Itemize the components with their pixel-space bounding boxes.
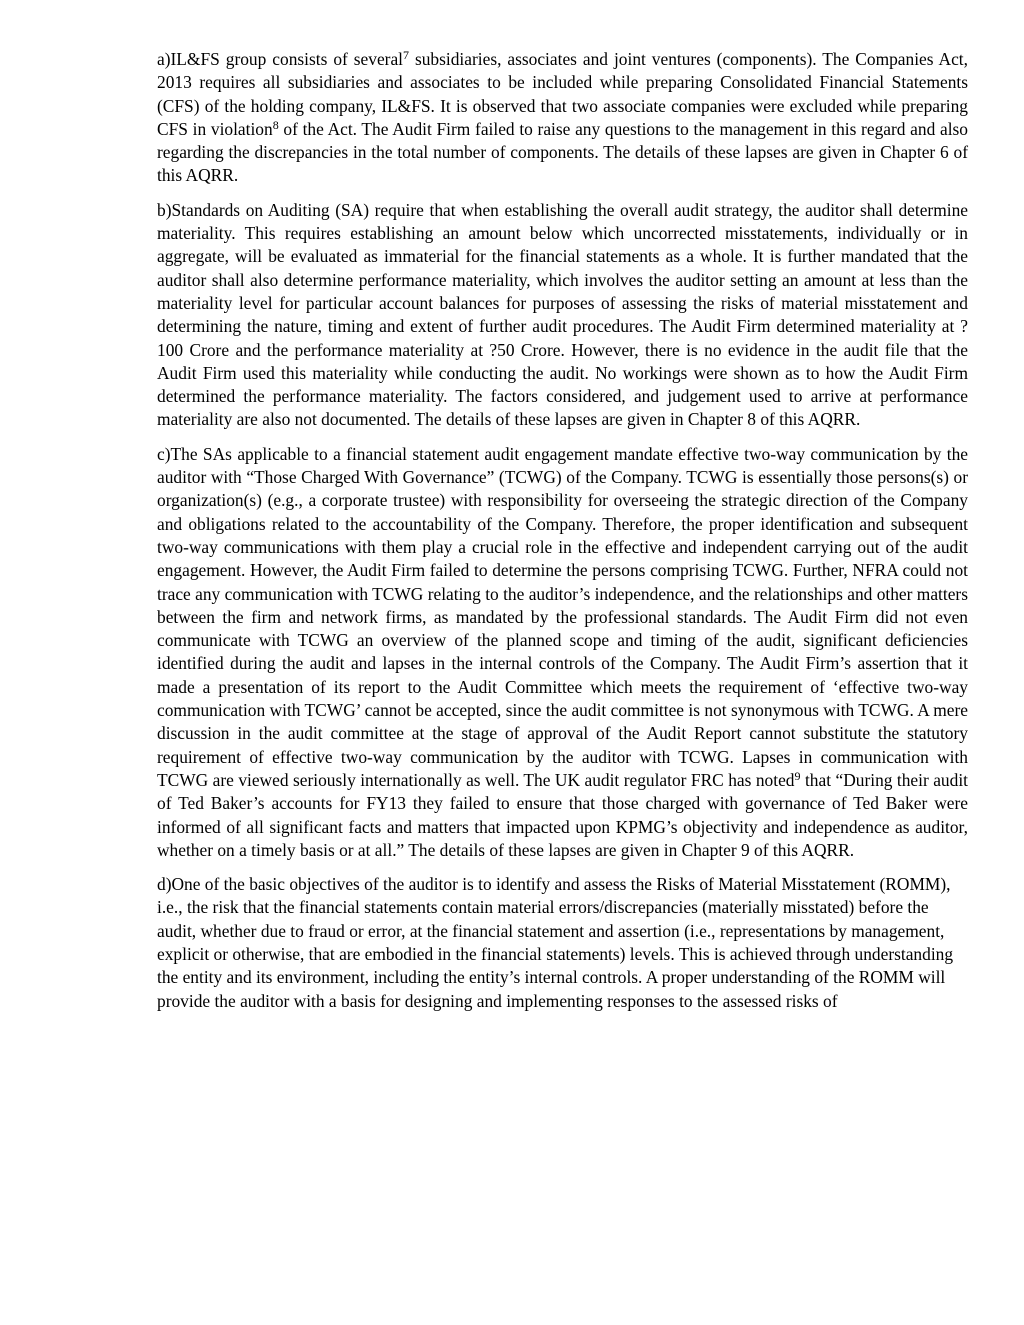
paragraph-d: d)One of the basic objectives of the auditor is to identify and assess the Risks of Material Misstatement (ROMM), i.e., the risk that the financial statements contain material errors/discrepancies (materially misstated) before the audit, whether due to fraud or error, at the financial statement and assertion (i.e., representations by management, explicit or otherwise, that are embodied in the financial statements) levels. This is achieved through understanding the entity and its environment, including the entity’s internal controls. A proper understanding of the ROMM will provide the auditor with a basis for designing and implementing responses to the assessed risks of [157,874,954,1011]
paragraph-a-text-1: a)IL&FS group consists of several [157,49,404,69]
footnote-ref-9[interactable]: 9 [794,768,801,783]
footnote-ref-8[interactable]: 8 [272,117,279,132]
paragraph-c [157,443,968,862]
paragraph-c-text-1: c)The SAs applicable to a financial statement audit engagement mandate effective two-way communication by the auditor with “Those Charged With Governance” (TCWG) of the Company. TCWG is essentially those persons(s) or organization(s) (e.g., a corporate trustee) with responsibility for overseeing the strategic direction of the Company and obligations related to the accountability of the Company. Therefore, the proper identification and subsequent two-way communications with them play a crucial role in the effective and independent carrying out of the audit engagement. However, the Audit Firm failed to determine the persons comprising TCWG. Further, NFRA could not trace any communication with TCWG relating to the auditor’s independence, and the relationships and other matters between the firm and network firms, as mandated by the professional standards. The Audit Firm did not even communicate with TCWG an overview of the planned scope and timing of the audit, significant deficiencies identified during the audit and lapses in the internal controls of the Company. The Audit Firm’s assertion that it made a presentation of its report to the Audit Committee which meets the requirement of ‘effective two-way communication with TCWG’ cannot be accepted, since the audit committee is not synonymous with TCWG. A mere discussion in the audit committee at the stage of approval of the Audit Report cannot substitute the statutory requirement of effective two-way communication by the auditor with TCWG. Lapses in communication with TCWG are viewed seriously internationally as well. The UK audit regulator FRC has noted [157,443,968,790]
paragraph-a-text-2: subsidiaries, associates and joint ventures (components). The Companies Act, 2013 requires all subsidiaries and associates to be included while preparing Consolidated Financial Statements (CFS) of the holding company, IL&FS. It is observed that two associate companies were excluded while preparing CFS in violation [157,49,968,139]
document-page [157,48,968,1024]
paragraph-c-text-2: that “During their audit of Ted Baker’s accounts for FY13 they failed to ensure that those charged with governance of Ted Baker were informed of all significant facts and matters that impacted upon KPMG’s objectivity and independence as auditor, whether on a timely basis or at all.” The details of these lapses are given in Chapter 9 of this AQRR. [157,769,968,860]
paragraph-a-text-3: of the Act. The Audit Firm failed to raise any questions to the management in this regard and also regarding the discrepancies in the total number of components. The details of these lapses are given in Chapter 6 of this AQRR. [157,118,968,186]
paragraph-a [157,48,968,188]
footnote-ref-7[interactable]: 7 [403,48,410,62]
paragraph-b: b)Standards on Auditing (SA) require that when establishing the overall audit strategy, the auditor shall determine materiality. This requires establishing an amount below which uncorrected misstatements, individually or in aggregate, will be evaluated as immaterial for the financial statements as a whole. It is further mandated that the auditor shall also determine performance materiality, which involves the auditor setting an amount at less than the materiality level for particular account balances for purposes of assessing the risks of material misstatement and determining the nature, timing and extent of further audit procedures. The Audit Firm determined materiality at ?100 Crore and the performance materiality at ?50 Crore. However, there is no evidence in the audit file that the Audit Firm used this materiality while conducting the audit. No workings were shown as to how the Audit Firm determined the performance materiality. The factors considered, and judgement used to arrive at performance materiality are also not documented. The details of these lapses are given in Chapter 8 of this AQRR. [157,199,968,430]
